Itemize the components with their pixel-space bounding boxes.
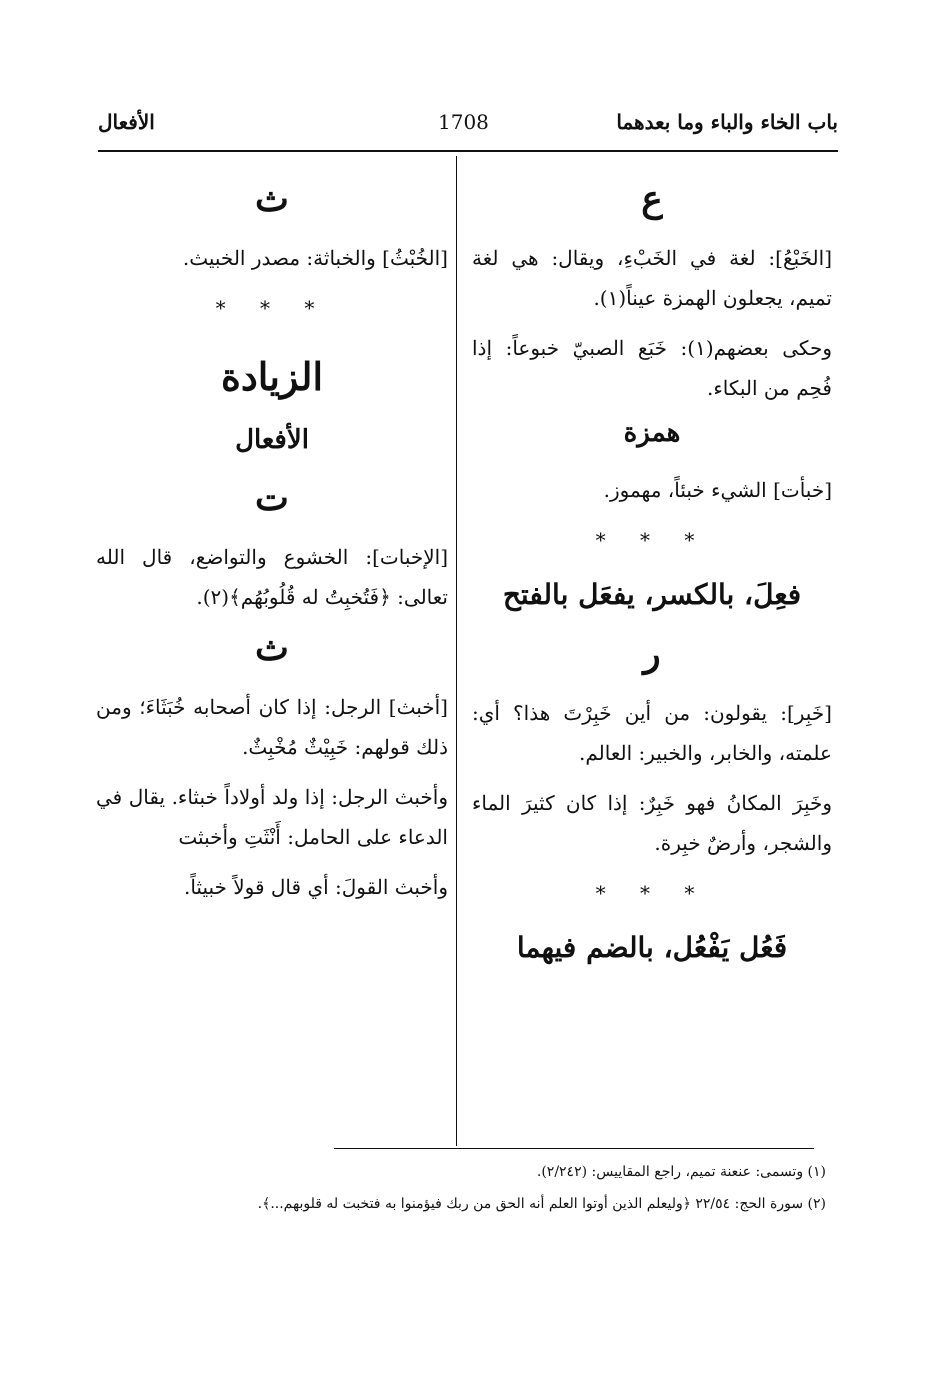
section-heading-af3al: الأفعال bbox=[235, 425, 309, 455]
entry-khabira: [خَبِر]: يقولون: من أين خَبِرْتَ هذا؟ أي: علمته، والخابر، والخبير: العالم. bbox=[472, 701, 832, 765]
page-number: 1708 bbox=[438, 110, 489, 134]
section-heading-hamza: همزة bbox=[623, 418, 681, 448]
letter-heading-ra: ر bbox=[643, 633, 661, 675]
entry-akhbatha: [أخبث] الرجل: إذا كان أصحابه خُبَثَاءَ؛ ومن ذلك قولهم: خَبِيْثٌ مُخْبِثٌ. bbox=[96, 695, 448, 759]
letter-heading-ta: ت bbox=[255, 477, 289, 519]
entry-khubth: [الخُبْثُ] والخباثة: مصدر الخبيث. bbox=[182, 246, 448, 270]
section-heading-fa3ila: فعِلَ، بالكسر، يفعَل بالفتح bbox=[502, 578, 802, 611]
separator-stars: * * * bbox=[595, 528, 709, 552]
letter-heading-ain: ع bbox=[641, 178, 663, 220]
entry-ikhbat: [الإخبات]: الخشوع والتواضع، قال الله تعالى: ﴿فَتُخبِتُ له قُلُوبُهُم﴾(٢). bbox=[96, 545, 448, 609]
left-column bbox=[96, 170, 448, 917]
entry-khabira-makan: وخَبِرَ المكانُ فهو خَبِرٌ: إذا كان كثيرَ الماء والشجر، وأرضٌ خبِرة. bbox=[472, 791, 832, 855]
entry-khaba3a: وحكى بعضهم(١): خَبَع الصبيّ خبوعاً: إذا فُحِم من البكاء. bbox=[472, 336, 833, 400]
separator-stars: * * * bbox=[595, 881, 709, 905]
running-header-chapter: باب الخاء والباء وما بعدهما bbox=[616, 110, 838, 134]
entry-khaba2tu: [خبأت] الشيء خبئاً، مهموز. bbox=[603, 478, 832, 502]
letter-heading-tha: ث bbox=[255, 627, 289, 669]
footnote-1: (١) وتسمى: عنعنة تميم، راجع المقاييس: (٢/٢٤٢). bbox=[536, 1164, 826, 1180]
entry-akhbatha-qawl: وأخبث القولَ: أي قال قولاً خبيثاً. bbox=[183, 875, 448, 899]
column-divider bbox=[456, 156, 457, 1146]
right-column bbox=[472, 170, 832, 986]
entry-khab3: [الخَبْعُ]: لغة في الخَبْءِ، ويقال: هي لغة تميم، يجعلون الهمزة عيناً(١). bbox=[472, 246, 832, 310]
separator-stars: * * * bbox=[215, 296, 329, 320]
header-rule bbox=[98, 150, 838, 152]
entry-akhbatha-walad: وأخبث الرجل: إذا ولد أولاداً خبثاء. يقال في الدعاء على الحامل: أَنْثَتِ وأخبثت bbox=[96, 785, 448, 849]
footnote-2: (٢) سورة الحج: ٢٢/٥٤ ﴿وليعلم الذين أوتوا العلم أنه الحق من ربك فيؤمنوا به فتخبت له قلوبهم...﴾. bbox=[257, 1196, 826, 1212]
running-header-section: الأفعال bbox=[98, 110, 155, 134]
section-heading-fa3ula: فَعُل يَفْعُل، بالضم فيهما bbox=[516, 931, 788, 964]
section-title-ziyada: الزيادة bbox=[220, 354, 324, 399]
letter-heading-tha: ث bbox=[255, 178, 289, 220]
footnote-rule bbox=[334, 1148, 814, 1149]
